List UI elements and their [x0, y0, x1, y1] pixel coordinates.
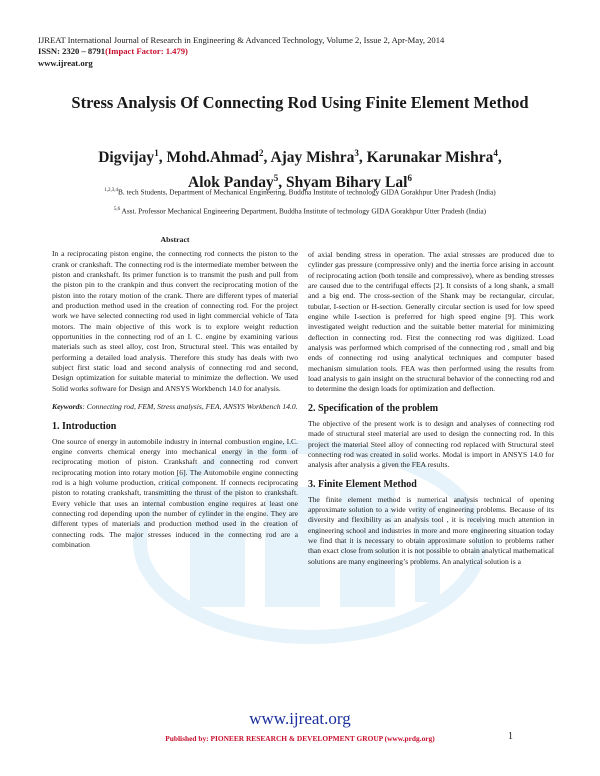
impact-factor: (Impact Factor: 1.479) [105, 46, 188, 56]
fem-text: The finite element method is numerical analysis technical of opening approximate solution to a wide verity of engineering problems. Because of its diversity and flexibility as an analysis tool , it is receiving much attention in engineering school and industries in more and more engineering situation today we find that it is necessary to obtain approximate solution to problems rather than exact close from solution it is not possible to obtain analytical mathematical solutions are many engineering’s problems. An analytical solution is a [308, 494, 554, 566]
right-column [308, 250, 554, 570]
abstract-heading: Abstract [160, 235, 190, 244]
section-heading-introduction: 1. Introduction [52, 420, 117, 432]
left-column [52, 235, 298, 553]
author-name: Alok Panday [188, 174, 274, 192]
page-number: 1 [508, 731, 513, 742]
issn: ISSN: 2320 – 8791 [38, 46, 106, 56]
author-name: Digvijay [98, 149, 155, 167]
section-heading-fem: 3. Finite Element Method [308, 478, 417, 490]
affiliation: $^{5,6}$ Asst. Professor Mechanical Engineering Department, Buddha Institute of technology GIDA Gorakhpur Utter Pradesh (India) [113, 206, 487, 216]
footer-url[interactable]: www.ijreat.org [249, 709, 351, 728]
author-name: Shyam Bihary Lal [286, 174, 408, 192]
affiliation: $^{1,2,3,4}$B. tech Students, Department of Mechanical Engineering, Buddha Institute of technology GIDA Gorakhpur Utter Pradesh (India) [104, 187, 496, 197]
paper-title: Stress Analysis Of Connecting Rod Using Finite Element Method [71, 93, 529, 112]
author-name: Mohd.Ahmad [166, 149, 260, 167]
journal-site: www.ijreat.org [38, 58, 93, 68]
journal-header-line: IJREAT International Journal of Research in Engineering & Advanced Technology, Volume 2, Issue 2, Apr-May, 2014 [38, 35, 445, 45]
abstract-text: In a reciprocating piston engine, the connecting rod connects the piston to the crank or crankshaft. The connecting rod is the intermediate member between the piston and crankshaft. Its primer function is to transmit the push and pull from the piston pin to the crankpin and thus convert the reciprocating motion of the piston into the rotary motion of the crank. There are different types of material and production method used in the creation of connecting rod. For the project work we have selected connecting rod used in light commercial vehicle of Tata motors. The main objective of this work is to explore weight reduction opportunities in the connecting rod of an I. C. engine by examining various materials such as steel alloy, cost Iron, Structural steel. This was entailed by performing a detailed load analysis. Therefore this study has deals with two subject first static load and second analysis of connecting rod and second, Design optimization for suitable material to minimize the deflection. We used Solid works software for Design and ANSYS Workbench 14.0 for analysis. [52, 249, 298, 393]
author-name: Karunakar Mishra [366, 149, 494, 167]
footer-publisher: Published by: PIONEER RESEARCH & DEVELOPMENT GROUP (www.prdg.org) [165, 734, 435, 743]
introduction-text: One source of energy in automobile industry in internal combustion engine, I.C. engine converts chemical energy into mechanical energy in the form of reciprocating motion of piston. Crankshaft and connecting rod convert reciprocating motion into rotary motion [6]. The Automobile engine connecting rod is a high volume production, critical component. If connects reciprocating piston to rotating crankshaft, transmitting the thrust of the piston to crankshaft. Every vehicle that uses an internal combustion engine requires at least one connecting rod depending upon the number of cylinder in the engine. They are different types of materials and production method used in the creation of connecting rods. The major stresses induced in the connecting rod are a combination [52, 436, 298, 549]
keywords: Keywords: Connecting rod, FEM, Stress analysis, FEA, ANSYS Workbench 14.0. [52, 402, 298, 412]
specification-text: The objective of the present work is to design and analyses of connecting rod made of structural steel material are used to design the connecting rod. In this project the material Steel alloy of connecting rod replaced with Structural steel connecting rod was created in solid works. Modal is import in ANSYS 14.0 for analysis after analysis a given the FEA results. [308, 418, 554, 470]
body-text: of axial bending stress in operation. The axial stresses are produced due to cylinder gas pressure (compressive only) and the inertia force arising in account of reciprocating action (both tensile and compressive), where as bending stresses are caused due to the centrifugal effects [2]. It consists of a long shank, a small and a big end. The cross-section of the Shank may be rectangular, circular, tubular, I-section or H-section. Generally circular section is used for low speed engine while I-section is preferred for high speed engine [9]. This work investigated weight reduction and the suitable better material for minimizing deflection in connecting rod. First the connecting rod was digitized. Load analysis was performed which comprised of the connecting rod , small and big ends of connecting rod using analytical techniques and computer based mechanism simulation tools. FEA was then performed using the results from load analysis to gain insight on the structural behavior of the connecting rod and to determine the design loads for optimization and deflection. [308, 250, 554, 394]
author-name: Ajay Mishra [270, 149, 355, 167]
author-list: Digvijay$^1$, Mohd.Ahmad$^2$, Ajay Mishra$^3$, Karunakar Mishra$^4$, Alok Panday$^5$, Shyam Bihary Lal$^6$ [98, 148, 502, 192]
issn-line [38, 46, 188, 57]
section-heading-specification: 2. Specification of the problem [308, 402, 439, 414]
